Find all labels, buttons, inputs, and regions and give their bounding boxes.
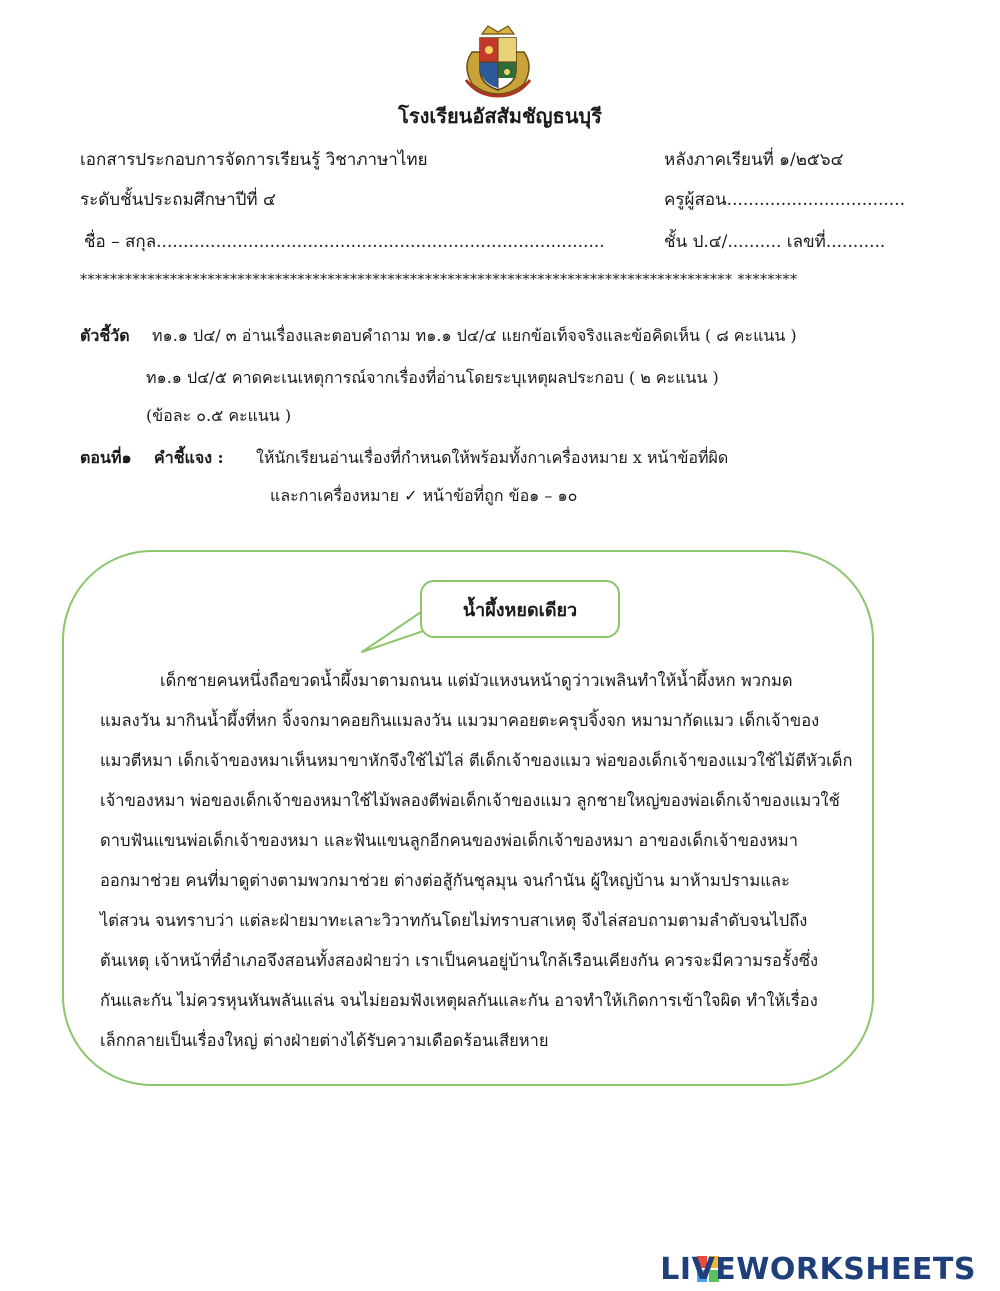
story-title-bubble bbox=[420, 580, 620, 638]
story-title: น้ำผึ้งหยดเดียว bbox=[462, 599, 578, 621]
story-line: เล็กกลายเป็นเรื่องใหญ่ ต่างฝ่ายต่างได้รับความเดือดร้อนเสียหาย bbox=[100, 1031, 549, 1050]
indicators-line-3: (ข้อละ ๐.๕ คะแนน ) bbox=[146, 406, 292, 425]
indicators-label: ตัวชี้วัด bbox=[80, 326, 130, 345]
instructions-label: คำชี้แจง : bbox=[154, 448, 224, 467]
story-line: เด็กชายคนหนึ่งถือขวดน้ำผึ้งมาตามถนน แต่มัวแหงนหน้าดูว่าวเพลินทำให้น้ำผึ้งหก พวกมด bbox=[160, 671, 793, 690]
story-line: ไต่สวน จนทราบว่า แต่ละฝ่ายมาทะเลาะวิวาทกันโดยไม่ทราบสาเหตุ จึงไล่สอบถามตามลำดับจนไปถึง bbox=[100, 911, 808, 930]
school-crest-logo bbox=[458, 22, 538, 98]
story-line: แมวตีหมา เด็กเจ้าของหมาเห็นหมาขาหักจึงใช้ไม้ไล่ ตีเด็กเจ้าของแมว พ่อของเด็กเจ้าของแมวใช้ไม้ตีหัวเด็ก bbox=[100, 751, 853, 770]
indicators-line-2: ท๑.๑ ป๔/๕ คาดคะเนเหตุการณ์จากเรื่องที่อ่านโดยระบุเหตุผลประกอบ ( ๒ คะแนน ) bbox=[146, 368, 719, 387]
story-line: เจ้าของหมา พ่อของเด็กเจ้าของหมาใช้ไม้พลองตีพ่อเด็กเจ้าของแมว ลูกชายใหญ่ของพ่อเด็กเจ้าของแมวใช้ bbox=[100, 791, 840, 810]
semester-label: หลังภาคเรียนที่ ๑/๒๕๖๔ bbox=[664, 150, 844, 170]
instructions-line-1: ให้นักเรียนอ่านเรื่องที่กำหนดให้พร้อมทั้งกาเครื่องหมาย x หน้าข้อที่ผิด bbox=[256, 448, 729, 467]
teacher-field[interactable]: ครูผู้สอน................................. bbox=[664, 190, 905, 210]
class-number-field[interactable]: ชั้น ป.๔/.......... เลขที่........... bbox=[664, 232, 886, 252]
part-label: ตอนที่๑ bbox=[80, 448, 132, 467]
grade-level: ระดับชั้นประถมศึกษาปีที่ ๔ bbox=[80, 190, 276, 210]
story-line: กันและกัน ไม่ควรหุนหันพลันแล่น จนไม่ยอมฟังเหตุผลกันและกัน อาจทำให้เกิดการเข้าใจผิด ทำให้เรื่อง bbox=[100, 991, 818, 1010]
story-line: ออกมาช่วย คนที่มาดูต่างตามพวกมาช่วย ต่างต่อสู้กันชุลมุน จนกำนัน ผู้ใหญ่บ้าน มาห้ามปรามและ bbox=[100, 871, 790, 890]
story-line: ดาบฟันแขนพ่อเด็กเจ้าของหมา และฟันแขนลูกอีกคนของพ่อเด็กเจ้าของหมา อาของเด็กเจ้าของหมา bbox=[100, 831, 798, 850]
liveworksheets-logo[interactable]: LIVEWORKSHEETS bbox=[660, 1252, 976, 1287]
separator-line: *************************************************************************************** ******** bbox=[80, 272, 798, 288]
instructions-line-2: และกาเครื่องหมาย ✓ หน้าข้อที่ถูก ข้อ๑ – ๑๐ bbox=[270, 486, 578, 505]
document-subject: เอกสารประกอบการจัดการเรียนรู้ วิชาภาษาไทย bbox=[80, 150, 428, 170]
school-name: โรงเรียนอัสสัมชัญธนบุรี bbox=[398, 104, 602, 128]
story-line: ต้นเหตุ เจ้าหน้าที่อำเภอจึงสอนทั้งสองฝ่ายว่า เราเป็นคนอยู่บ้านใกล้เรือนเคียงกัน ควรจะมีความรอรั้งซึ่ง bbox=[100, 951, 819, 970]
student-name-field[interactable]: ชื่อ – สกุล................................................................................... bbox=[84, 232, 605, 252]
story-line: แมลงวัน มากินน้ำผึ้งที่หก จิ้งจกมาคอยกินแมลงวัน แมวมาคอยตะครุบจิ้งจก หมามากัดแมว เด็กเจ้าของ bbox=[100, 711, 820, 730]
indicators-line-1: ท๑.๑ ป๔/ ๓ อ่านเรื่องและตอบคำถาม ท๑.๑ ป๔/๔ แยกข้อเท็จจริงและข้อคิดเห็น ( ๘ คะแนน ) bbox=[152, 326, 797, 345]
